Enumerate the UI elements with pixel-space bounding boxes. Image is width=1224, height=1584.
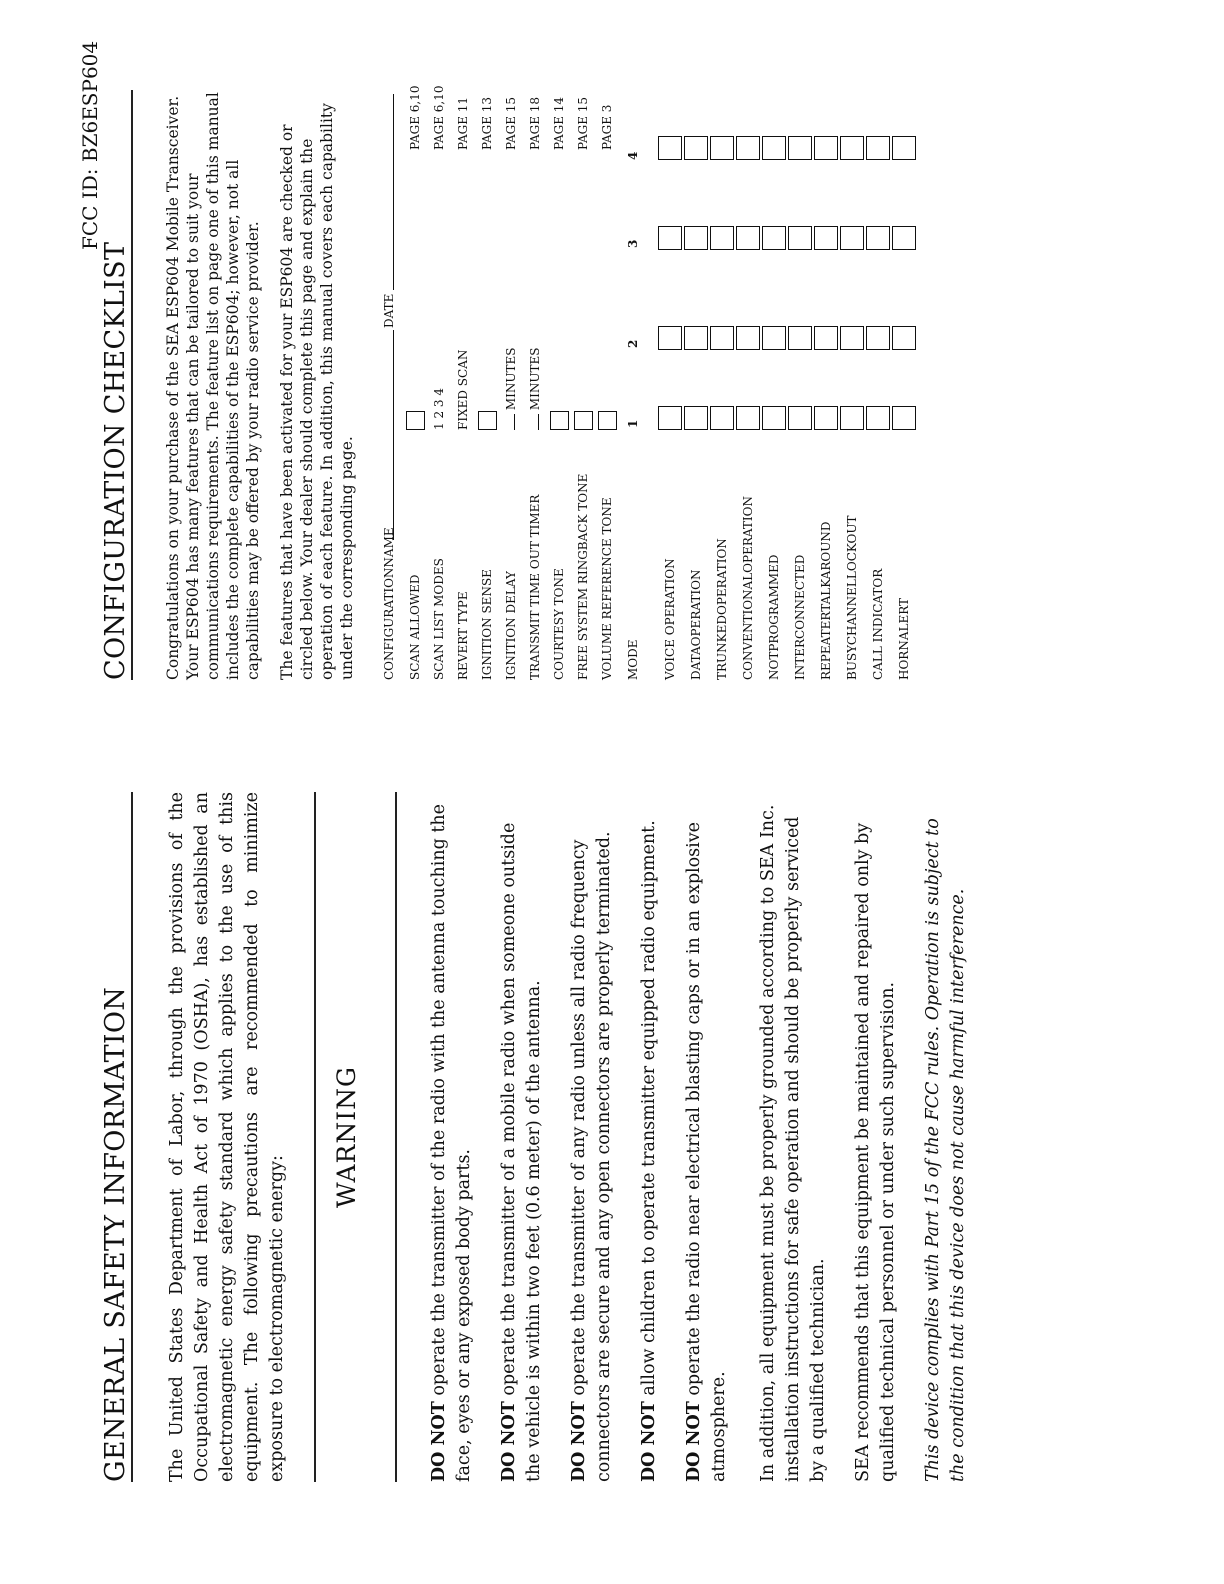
- mode-2-checkbox[interactable]: [710, 326, 734, 350]
- page-ref: PAGE 3: [600, 104, 614, 150]
- page-ref: PAGE 14: [552, 96, 566, 150]
- mode-1-checkbox[interactable]: [892, 406, 916, 430]
- volume-tone-checkbox[interactable]: [598, 411, 617, 430]
- list-item: [839, 94, 865, 680]
- mode-2-checkbox[interactable]: [658, 326, 682, 350]
- mode-3-checkbox[interactable]: [762, 226, 786, 250]
- mode-1-checkbox[interactable]: [736, 406, 760, 430]
- list-item: [597, 94, 617, 680]
- mode-3-checkbox[interactable]: [684, 226, 708, 250]
- revert-type-options[interactable]: FIXED SCAN: [456, 349, 470, 430]
- mode-2-checkbox[interactable]: [814, 326, 838, 350]
- mode-feature-label: INTERCONNECTED: [793, 554, 807, 680]
- date-label: DATE: [382, 293, 396, 328]
- mode-feature-label: DATAOPERATION: [689, 569, 703, 680]
- mode-2-checkbox[interactable]: [866, 326, 890, 350]
- warning-item: DO NOT operate the radio near electrical blasting caps or in an explosive atmosphere.: [684, 822, 729, 1482]
- config-name-label: CONFIGURATIONNAME: [382, 527, 396, 680]
- checklist-column: [0, 40, 1019, 680]
- mode-4-checkbox[interactable]: [892, 136, 916, 160]
- list-item: [405, 85, 425, 680]
- mode-label: MODE: [626, 639, 640, 680]
- mode-1-checkbox[interactable]: [866, 406, 890, 430]
- feature-label: FREE SYSTEM RINGBACK TONE: [576, 473, 590, 680]
- list-item: [735, 94, 761, 680]
- list-item: [573, 94, 593, 680]
- ringback-tone-checkbox[interactable]: [574, 411, 593, 430]
- mode-1-checkbox[interactable]: [840, 406, 864, 430]
- warning-item: DO NOT allow children to operate transmitter equipped radio equipment.: [639, 820, 659, 1482]
- mode-3-checkbox[interactable]: [840, 226, 864, 250]
- unit-label: MINUTES: [528, 347, 542, 411]
- ignition-delay-field[interactable]: [514, 414, 515, 430]
- mode-1-checkbox[interactable]: [684, 406, 708, 430]
- mode-3-checkbox[interactable]: [710, 226, 734, 250]
- scan-allowed-checkbox[interactable]: [406, 411, 425, 430]
- ignition-sense-checkbox[interactable]: [478, 411, 497, 430]
- timeout-timer-field[interactable]: [538, 414, 539, 430]
- page-ref: PAGE 15: [504, 96, 518, 150]
- warning-bottom-rule: [395, 792, 397, 1482]
- list-item: [525, 94, 545, 680]
- page-ref: PAGE 13: [480, 96, 494, 150]
- list-item: [865, 94, 891, 680]
- list-item: [891, 94, 917, 680]
- mode-number: 3: [626, 239, 640, 248]
- date-field[interactable]: [393, 94, 394, 290]
- mode-feature-label: CONVENTIONALOPERATION: [741, 496, 755, 680]
- page-ref: PAGE 6,10: [432, 85, 446, 150]
- feature-label: VOLUME REFERENCE TONE: [600, 497, 614, 680]
- list-item: [429, 85, 449, 680]
- list-item: [683, 94, 709, 680]
- osha-intro: The United States Department of Labor, through the provisions of the Occupational Safety and Health Act of 1970 (OSHA), has established an electromagnetic energy safety standard which applies to the use of this equipment. The following precautions are recommended to minimize exposure to electromagnetic energy:: [167, 792, 287, 1482]
- courtesy-tone-checkbox[interactable]: [550, 411, 569, 430]
- maintenance-note: SEA recommends that this equipment be maintained and repaired only by qualified technical personnel or under such supervision.: [853, 822, 898, 1482]
- safety-title: GENERAL SAFETY INFORMATION: [100, 986, 131, 1482]
- scan-list-options[interactable]: 1 2 3 4: [432, 388, 446, 430]
- warning-item: DO NOT operate the transmitter of any radio unless all radio frequency connectors are secure and any open connectors are properly terminated.: [569, 831, 614, 1482]
- feature-label: SCAN ALLOWED: [408, 574, 422, 680]
- mode-feature-label: BUSYCHANNELLOCKOUT: [845, 515, 859, 680]
- warning-heading: WARNING: [332, 1066, 361, 1208]
- list-item: [501, 94, 521, 680]
- warning-item: DO NOT operate the transmitter of a mobile radio when someone outside the vehicle is within two feet (0.6 meter) of the antenna.: [499, 822, 544, 1482]
- list-item: [657, 94, 683, 680]
- feature-label: SCAN LIST MODES: [432, 558, 446, 680]
- fcc-compliance-note: This device complies with Part 15 of the FCC rules. Operation is subject to the condition that this device does not cause harmful interference.: [923, 818, 968, 1482]
- mode-feature-label: VOICE OPERATION: [663, 558, 677, 680]
- page-ref: PAGE 15: [576, 96, 590, 150]
- mode-4-checkbox[interactable]: [814, 136, 838, 160]
- feature-label: REVERT TYPE: [456, 591, 470, 680]
- mode-4-checkbox[interactable]: [866, 136, 890, 160]
- mode-feature-label: HORNALERT: [897, 597, 911, 680]
- list-item: [453, 94, 473, 680]
- mode-1-checkbox[interactable]: [814, 406, 838, 430]
- intro-paragraph: Congratulations on your purchase of the SEA ESP604 Mobile Transceiver. Your ESP604 has many features that can be tailored to suit your communications requirements. The feature list on page one of this manual includes the complete capabilities of the ESP604; however, not all capabilities may be offered by your radio service provider.: [164, 92, 262, 680]
- mode-2-checkbox[interactable]: [840, 326, 864, 350]
- page-ref: PAGE 11: [456, 96, 470, 150]
- warning-item: DO NOT operate the transmitter of the radio with the antenna touching the face, eyes or any exposed body parts.: [429, 803, 474, 1482]
- checklist-sheet: [379, 85, 1019, 680]
- mode-number: 2: [626, 339, 640, 348]
- mode-2-checkbox[interactable]: [762, 326, 786, 350]
- mode-feature-label: NOTPROGRAMMED: [767, 554, 781, 680]
- list-item: [477, 94, 497, 680]
- mode-2-checkbox[interactable]: [788, 326, 812, 350]
- unit-label: MINUTES: [504, 347, 518, 411]
- title-rule: [131, 792, 133, 1482]
- feature-label: IGNITION DELAY: [504, 571, 518, 680]
- page-ref: PAGE 6,10: [408, 85, 422, 150]
- list-item: [813, 94, 839, 680]
- list-item: [761, 94, 787, 680]
- features-paragraph: The features that have been activated for your ESP604 are checked or circled below. Your dealer should complete this page and explain the operation of each feature. In addition, this manual covers each capability under the corresponding page.: [278, 103, 356, 680]
- mode-3-checkbox[interactable]: [736, 226, 760, 250]
- mode-3-checkbox[interactable]: [788, 226, 812, 250]
- checklist-title: CONFIGURATION CHECKLIST: [100, 241, 131, 680]
- mode-3-checkbox[interactable]: [658, 226, 682, 250]
- mode-1-checkbox[interactable]: [788, 406, 812, 430]
- mode-number: 4: [626, 151, 640, 160]
- config-name-field[interactable]: [393, 330, 394, 540]
- mode-4-checkbox[interactable]: [762, 136, 786, 160]
- feature-label: COURTESY TONE: [552, 568, 566, 680]
- mode-feature-label: REPEATERTALKAROUND: [819, 521, 833, 680]
- mode-4-checkbox[interactable]: [710, 136, 734, 160]
- mode-4-checkbox[interactable]: [788, 136, 812, 160]
- checklist-title-rule: [131, 90, 133, 680]
- mode-1-checkbox[interactable]: [762, 406, 786, 430]
- safety-column: [0, 792, 971, 1482]
- mode-2-checkbox[interactable]: [684, 326, 708, 350]
- list-item: [549, 94, 569, 680]
- mode-4-checkbox[interactable]: [658, 136, 682, 160]
- page-ref: PAGE 18: [528, 96, 542, 150]
- mode-2-checkbox[interactable]: [736, 326, 760, 350]
- config-name-row: [379, 94, 399, 680]
- feature-label: IGNITION SENSE: [480, 569, 494, 680]
- grounding-note: In addition, all equipment must be properly grounded according to SEA Inc. installation instructions for safe operation and should be properly serviced by a qualified technician.: [758, 804, 828, 1482]
- mode-1-checkbox[interactable]: [710, 406, 734, 430]
- mode-4-checkbox[interactable]: [840, 136, 864, 160]
- mode-3-checkbox[interactable]: [814, 226, 838, 250]
- mode-2-checkbox[interactable]: [892, 326, 916, 350]
- feature-label: TRANSMIT TIME OUT TIMER: [528, 494, 542, 680]
- mode-1-checkbox[interactable]: [658, 406, 682, 430]
- mode-4-checkbox[interactable]: [684, 136, 708, 160]
- mode-3-checkbox[interactable]: [892, 226, 916, 250]
- list-item: [709, 94, 735, 680]
- list-item: [787, 94, 813, 680]
- mode-header-row: [623, 94, 643, 680]
- mode-feature-label: TRUNKEDOPERATION: [715, 538, 729, 680]
- mode-number: 1: [626, 419, 640, 428]
- mode-4-checkbox[interactable]: [736, 136, 760, 160]
- mode-feature-label: CALL INDICATOR: [871, 568, 885, 680]
- mode-3-checkbox[interactable]: [866, 226, 890, 250]
- fcc-id: FCC ID: BZ6ESP604: [78, 40, 102, 250]
